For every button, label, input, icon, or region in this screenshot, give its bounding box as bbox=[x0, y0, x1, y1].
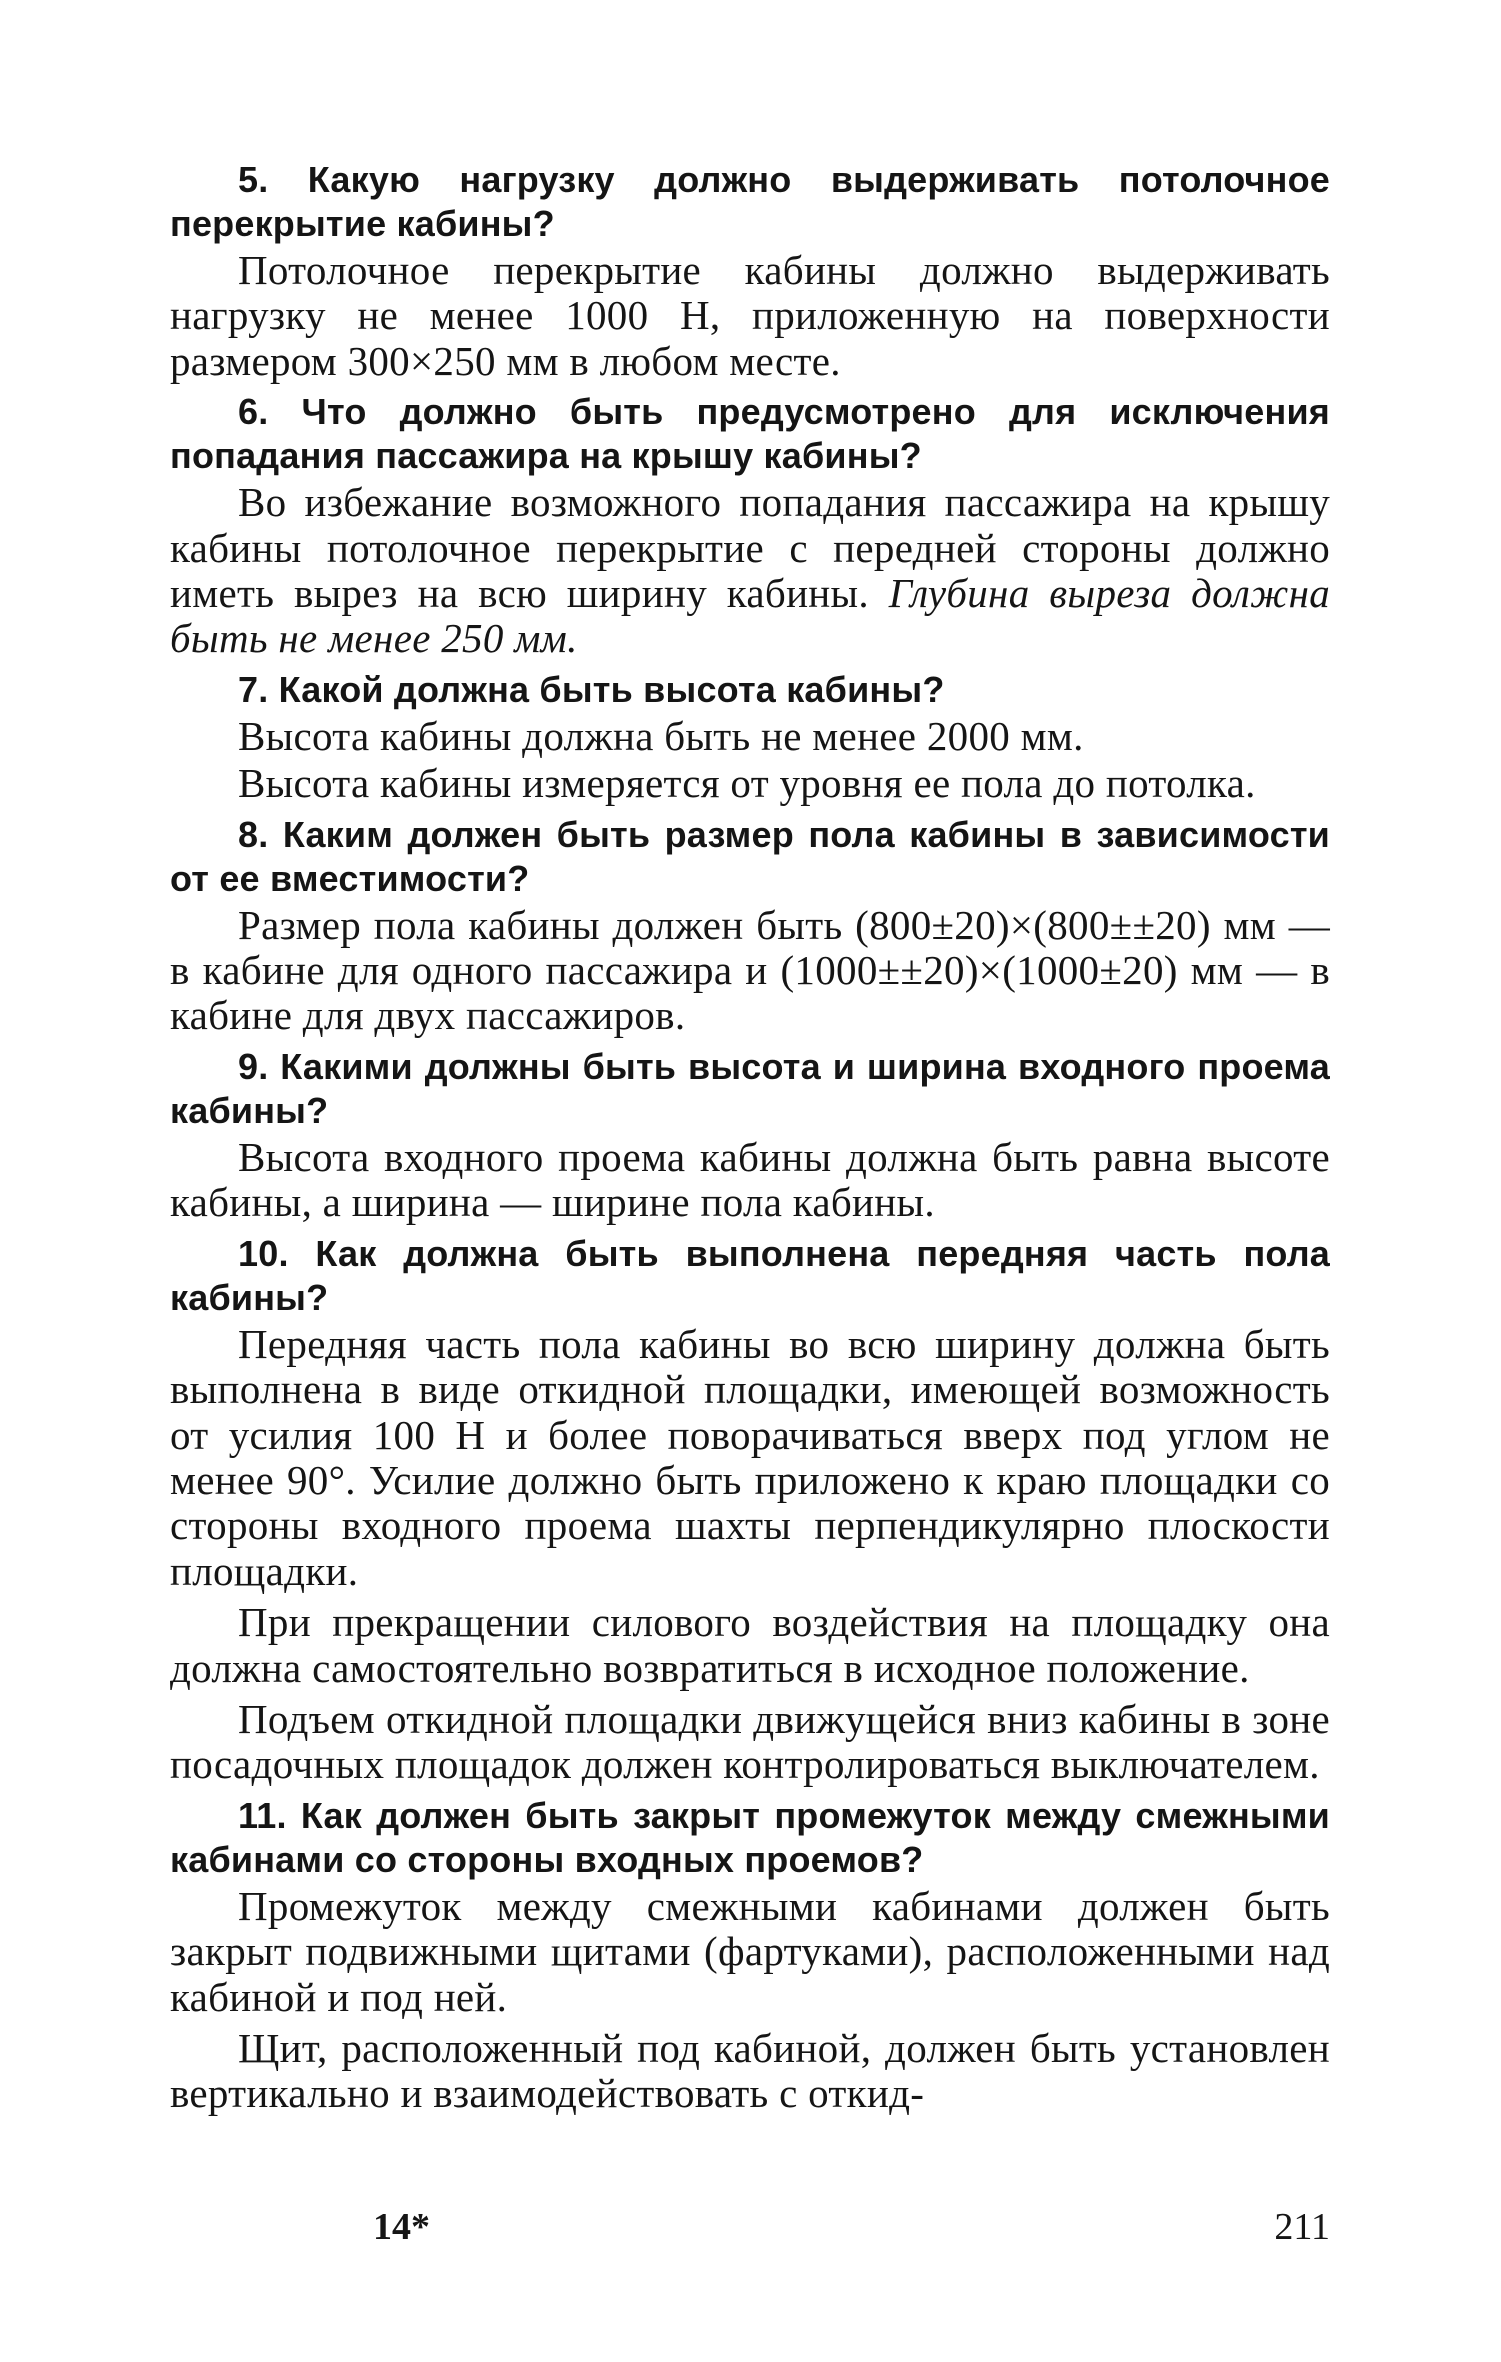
page-number: 211 bbox=[1274, 2206, 1330, 2248]
answer-9: Высота входного проема кабины должна быть равна высоте кабины, а ширина — ширине пола кабины. bbox=[170, 1133, 1330, 1226]
answer-10b: При прекращении силового воздействия на площадку она должна самостоятельно возвратиться в исходное положение. bbox=[170, 1599, 1330, 1691]
signature-mark: 14* bbox=[373, 2206, 430, 2248]
answer-5: Потолочное перекрытие кабины должно выдерживать нагрузку не менее 1000 Н, приложенную на поверхности размером 300×250 мм в любом месте. bbox=[170, 247, 1330, 384]
answer-10a: Передняя часть пола кабины во всю ширину должна быть выполнена в виде откидной площадки, имеющей возможность от усилия 100 Н и более поворачиваться вверх под углом не менее 90°. Усилие должно быть приложено к краю площадки со стороны входного проема шахты перпендикулярно плоскости площадки. bbox=[170, 1320, 1330, 1594]
answer-6-italic: Глубина выреза должна быть не менее 250 мм. bbox=[170, 570, 1331, 662]
question-5: 5. Какую нагрузку должно выдерживать потолочное перекрытие кабины? bbox=[170, 159, 1330, 244]
question-6: 6. Что должно быть предусмотрено для исключения попадания пассажира на крышу кабины? bbox=[170, 391, 1330, 477]
answer-6 bbox=[170, 480, 1330, 662]
answer-7b: Высота кабины измеряется от уровня ее пола до потолка. bbox=[238, 760, 1256, 807]
answer-10c: Подъем откидной площадки движущейся вниз кабины в зоне посадочных площадок должен контролироваться выключателем. bbox=[170, 1695, 1330, 1788]
answer-8: Размер пола кабины должен быть (800±20)×(800±±20) мм — в кабине для одного пассажира и (1000±±20)×(1000±20) мм — в кабине для двух пассажиров. bbox=[170, 901, 1330, 1039]
answer-7a: Высота кабины должна быть не менее 2000 мм. bbox=[238, 712, 1084, 759]
question-11: 11. Как должен быть закрыт промежуток между смежными кабинами со стороны входных проемов? bbox=[170, 1794, 1330, 1880]
question-7: 7. Какой должна быть высота кабины? bbox=[238, 668, 945, 710]
answer-11b: Щит, расположенный под кабиной, должен быть установлен вертикально и взаимодействовать с откид- bbox=[170, 2024, 1330, 2117]
page-text bbox=[170, 158, 1330, 2119]
question-9: 9. Какими должны быть высота и ширина входного проема кабины? bbox=[170, 1045, 1330, 1131]
answer-11a: Промежуток между смежными кабинами должен быть закрыт подвижными щитами (фартуками), расположенными над кабиной и под ней. bbox=[170, 1882, 1330, 2020]
question-8: 8. Каким должен быть размер пола кабины в зависимости от ее вместимости? bbox=[170, 813, 1330, 899]
question-10: 10. Как должна быть выполнена передняя часть пола кабины? bbox=[170, 1232, 1330, 1318]
answer-6-text: Во избежание возможного попадания пассажира на крышу кабины потолочное перекрытие с передней стороны должно иметь вырез на всю ширину кабины. bbox=[170, 479, 1330, 617]
